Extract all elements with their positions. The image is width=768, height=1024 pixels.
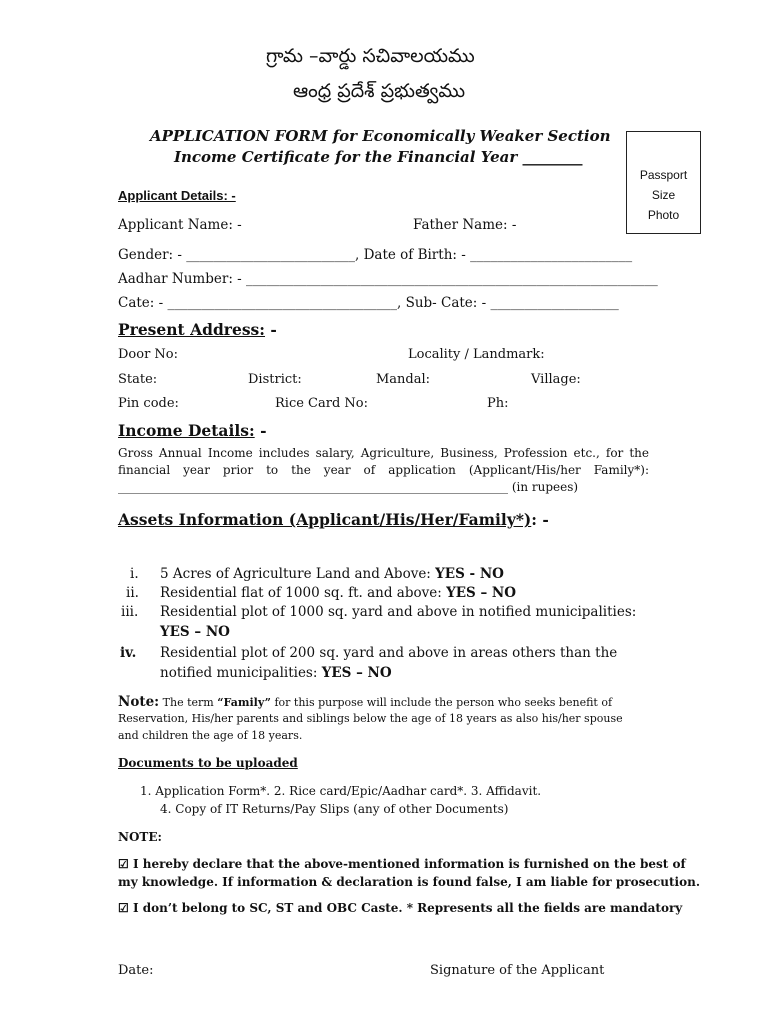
district-field[interactable]: District:: [248, 372, 302, 387]
note-line1: [118, 694, 612, 710]
asset-item-1: [160, 566, 504, 582]
present-address-suffix: -: [265, 320, 277, 339]
door-no-field[interactable]: Door No:: [118, 347, 179, 362]
note-pre: The term: [159, 696, 218, 709]
note-family: “Family”: [217, 696, 271, 709]
asset-num-1: i.: [130, 566, 139, 582]
asset-yes-no-4[interactable]: YES – NO: [321, 665, 392, 681]
applicant-details-heading: Applicant Details: -: [118, 188, 236, 203]
photo-box-line3: Photo: [647, 208, 680, 222]
header-telugu-line2: ఆంధ్ర ప్రదేశ్ ప్రభుత్వము: [293, 80, 466, 102]
present-address-label: Present Address:: [118, 320, 266, 339]
documents-heading: Documents to be uploaded: [118, 756, 298, 770]
note-post: for this purpose will include the person who seeks benefit of: [270, 696, 613, 709]
asset-item-2: [160, 585, 516, 601]
asset-yes-no-2[interactable]: YES – NO: [446, 585, 517, 601]
asset-yes-no-1[interactable]: YES - NO: [435, 566, 504, 582]
income-details-heading: [118, 421, 267, 440]
asset-item-4-line2: [160, 665, 392, 681]
father-name-field[interactable]: Father Name: -: [413, 217, 517, 233]
aadhar-number-field[interactable]: Aadhar Number: - _____________________________________________________________: [118, 271, 658, 287]
mandal-field[interactable]: Mandal:: [376, 372, 431, 387]
asset-num-4: iv.: [120, 645, 137, 661]
state-field[interactable]: State:: [118, 372, 158, 387]
income-text-line2: financial year prior to the year of application (Applicant/His/her Family*):: [118, 463, 649, 477]
assets-heading: [118, 510, 549, 529]
declaration-check-icon[interactable]: ☑: [118, 857, 129, 871]
locality-field[interactable]: Locality / Landmark:: [408, 347, 545, 362]
passport-photo-box: [626, 131, 701, 234]
assets-suffix: : -: [531, 510, 549, 529]
asset-text-1: 5 Acres of Agriculture Land and Above:: [160, 566, 436, 582]
documents-line2: 4. Copy of IT Returns/Pay Slips (any of other Documents): [160, 802, 509, 816]
caste-check-icon[interactable]: ☑: [118, 901, 129, 915]
village-field[interactable]: Village:: [531, 372, 581, 387]
rice-card-field[interactable]: Rice Card No:: [275, 396, 368, 411]
note-line3: and children the age of 18 years.: [118, 729, 303, 742]
asset-num-2: ii.: [126, 585, 139, 601]
signature-field[interactable]: Signature of the Applicant: [430, 963, 605, 978]
note2-label: NOTE:: [118, 830, 162, 844]
photo-box-line2: Size: [651, 188, 676, 202]
asset-num-3: iii.: [121, 604, 139, 620]
photo-box-line1: Passport: [639, 168, 688, 182]
asset-text-4b: notified municipalities:: [160, 665, 322, 681]
assets-label: Assets Information (Applicant/His/Her/Family*): [118, 510, 532, 529]
documents-line1: 1. Application Form*. 2. Rice card/Epic/Aadhar card*. 3. Affidavit.: [140, 784, 542, 798]
note-label: Note:: [118, 694, 160, 710]
gender-dob-field[interactable]: Gender: - _________________________, Date of Birth: - ________________________: [118, 247, 633, 263]
declaration-text3: I don’t belong to SC, ST and OBC Caste. * Represents all the fields are mandatory: [132, 901, 683, 915]
phone-field[interactable]: Ph:: [487, 396, 509, 411]
declaration-line3: [118, 901, 682, 915]
form-title-line1: APPLICATION FORM for Economically Weaker Section: [150, 127, 611, 145]
asset-text-3: Residential plot of 1000 sq. yard and above in notified municipalities:: [160, 604, 637, 620]
pin-code-field[interactable]: Pin code:: [118, 396, 179, 411]
income-amount-field[interactable]: _________________________________________________________________ (in rupees): [118, 480, 579, 494]
date-field[interactable]: Date:: [118, 963, 154, 978]
header-telugu-line1: గ్రామ –వార్డు సచివాలయము: [266, 45, 475, 67]
asset-yes-no-3[interactable]: YES – NO: [160, 624, 230, 640]
note-line2: Reservation, His/her parents and siblings below the age of 18 years as also his/her spouse: [118, 712, 623, 725]
declaration-line1: [118, 857, 686, 871]
caste-field[interactable]: Cate: - __________________________________, Sub- Cate: - ___________________: [118, 295, 619, 311]
income-details-suffix: -: [254, 421, 267, 440]
declaration-text1: I hereby declare that the above-mentioned information is furnished on the best of: [132, 857, 686, 871]
asset-text-4: Residential plot of 200 sq. yard and above in areas others than the: [160, 645, 618, 661]
present-address-heading: [118, 320, 277, 339]
form-title-line2: Income Certificate for the Financial Year ________: [174, 148, 583, 166]
applicant-name-field[interactable]: Applicant Name: -: [118, 217, 242, 233]
income-text-line1: Gross Annual Income includes salary, Agriculture, Business, Profession etc., for the: [118, 446, 649, 460]
income-details-label: Income Details:: [118, 421, 255, 440]
asset-text-2: Residential flat of 1000 sq. ft. and above:: [160, 585, 447, 601]
declaration-line2: my knowledge. If information & declaration is found false, I am liable for prosecution.: [118, 875, 700, 889]
